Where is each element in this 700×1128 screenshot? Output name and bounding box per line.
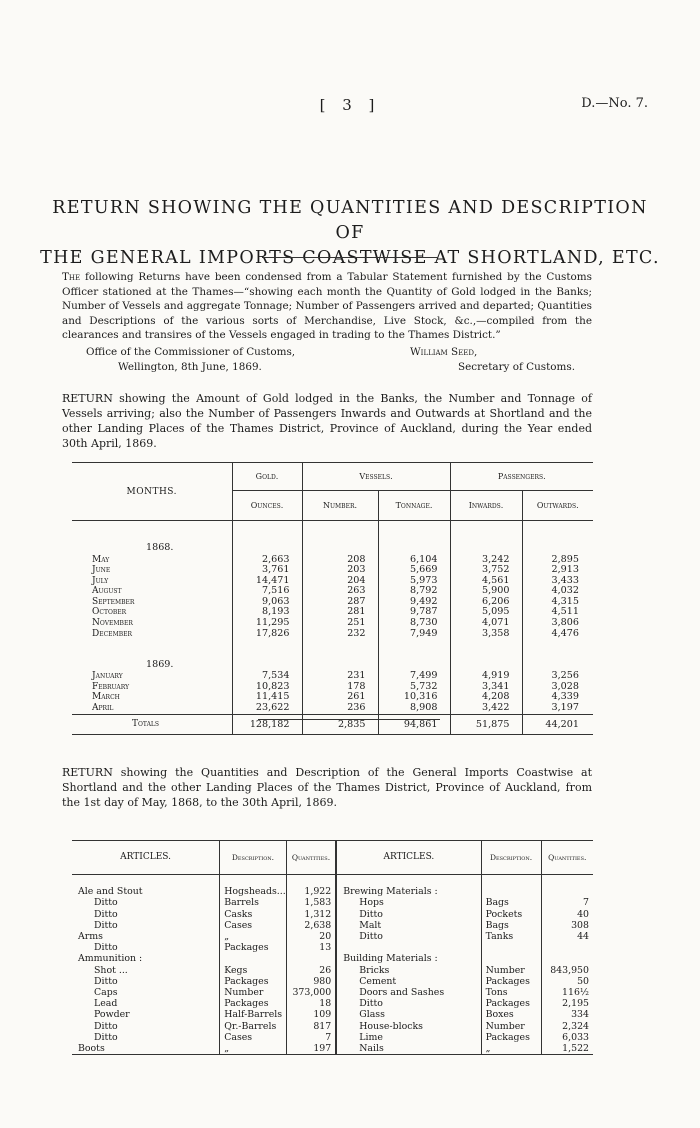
cell-tonnage: 8,730 [378,618,450,629]
article-quantity: 2,324 [562,1020,589,1032]
cell-inwards: 4,071 [450,618,522,629]
cell-ounces: 17,826 [232,629,302,640]
article-quantity: 18 [286,998,336,1009]
article-description: Cases [220,920,287,931]
article-description: „ [481,1043,541,1055]
article-description: Pockets [481,909,541,920]
month-row [72,629,593,640]
cell-tonnage: 7,949 [378,629,450,640]
article-description: Cases [220,1032,287,1043]
article-description: Packages [220,942,287,953]
article-name: Ditto [72,976,220,987]
cell-tonnage: 5,973 [378,576,450,587]
article-description: Packages [481,998,541,1009]
cell-outwards: 4,339 [551,691,579,703]
article-name: House-blocks [336,1021,481,1032]
article-description: Hogsheads... [220,886,287,897]
import-row [72,920,593,931]
return1-heading-lead: RETURN [62,392,113,405]
article-description: Half-Barrels [220,1009,287,1020]
import-row [72,1032,593,1043]
cell-outwards: 4,315 [551,595,579,607]
article-quantity: 373,000 [286,987,336,998]
description-header-right: Description. [481,841,541,875]
article-name: Building Materials : [336,953,481,964]
month-row [72,618,593,629]
month-row [72,586,593,597]
article-name: Cement [336,976,481,987]
article-description: Tanks [481,931,541,942]
tonnage-header: Tonnage. [378,491,450,521]
cell-ounces: 8,193 [232,607,302,618]
cell-tonnage: 5,669 [378,565,450,576]
article-description: Packages [481,1032,541,1043]
outwards-header: Outwards. [522,491,593,521]
article-description: Qr.-Barrels [220,1021,287,1032]
cell-outwards: 3,197 [551,702,579,714]
article-description: Packages [220,976,287,987]
return1-heading [62,391,592,451]
import-row [72,1043,593,1055]
article-quantity: 1,312 [286,909,336,920]
import-row [72,897,593,908]
month-name [72,692,232,703]
article-description: „ [220,931,287,942]
year-label: 1868. [72,541,232,555]
cell-ounces: 9,063 [232,597,302,608]
cell-tonnage: 8,792 [378,586,450,597]
article-name: Ale and Stout [72,886,220,897]
cell-tonnage: 6,104 [378,555,450,566]
cell-inwards: 5,900 [450,586,522,597]
month-name [72,586,232,597]
month-name [72,618,232,629]
total-ounces: 128,182 [232,714,302,734]
article-quantity: 843,950 [550,964,589,976]
month-row [72,576,593,587]
month-label: April [92,703,114,714]
article-name: Ditto [72,1021,220,1032]
article-description: Casks [220,909,287,920]
month-label: March [92,692,120,703]
import-row [72,886,593,897]
article-quantity: 7 [583,897,589,909]
signer-name: William Seed, [410,346,478,358]
month-label: August [92,586,122,597]
article-name: Ammunition : [72,953,220,964]
article-quantity: 13 [286,942,336,953]
article-quantity: 6,033 [562,1031,589,1043]
cell-inwards: 4,919 [450,671,522,682]
cell-number: 281 [302,607,378,618]
article-description [481,953,541,964]
intro-text: following Returns have been condensed from a Tabular Statement furnished by the Customs Officer stationed at the Thames—“showing each month the Quantity of Gold lodged in the Banks; Number of Vessels and aggregate Tonnage; Number of Passengers arrived and departed; Quantities and Descriptions of the various sorts of Merchandise, Live Stock, &c.,—compiled from the clearances and transires of the Vessels engaged in trading to the Thames District.” [62,271,592,342]
year-row-1868 [72,541,593,555]
total-inwards: 51,875 [450,714,522,734]
article-description: Tons [481,987,541,998]
return1-heading-text: showing the Amount of Gold lodged in the Banks, the Number and Tonnage of Vessels arriving; also the Number of Passengers Inwards and Outwards at Shortland and the other Landing Places of the Thames District, Province of Auckland, during the Year ended 30th April, 1869. [62,392,592,450]
gold-vessels-passengers-table [72,462,593,735]
cell-ounces: 7,516 [232,586,302,597]
article-description [481,942,541,953]
description-header-left: Description. [220,841,287,875]
import-row [72,987,593,998]
article-name: Hops [336,897,481,908]
cell-tonnage: 9,492 [378,597,450,608]
cell-number: 236 [302,703,378,714]
article-quantity: 40 [577,908,589,920]
cell-ounces: 14,471 [232,576,302,587]
article-description: Barrels [220,897,287,908]
month-row [72,682,593,693]
return2-heading [62,765,592,810]
article-description: Bags [481,920,541,931]
articles-header-right: ARTICLES. [336,841,481,875]
cell-ounces: 11,295 [232,618,302,629]
month-name [72,703,232,714]
article-name: Ditto [72,909,220,920]
cell-number: 251 [302,618,378,629]
cell-number: 208 [302,555,378,566]
article-name: Bricks [336,965,481,976]
article-quantity: 1,522 [541,1043,593,1055]
inwards-header: Inwards. [450,491,522,521]
article-name: Ditto [336,931,481,942]
cell-inwards: 3,341 [450,682,522,693]
article-description: Kegs [220,965,287,976]
totals-row [72,714,593,734]
totals-label: Totals [72,714,232,734]
article-quantity [541,953,593,964]
month-name [72,607,232,618]
import-row [72,976,593,987]
month-label: October [92,607,127,618]
article-name: Caps [72,987,220,998]
month-row [72,703,593,714]
article-description: Packages [220,998,287,1009]
article-quantity: 817 [286,1021,336,1032]
gold-header: Gold. [232,463,302,491]
cell-outwards: 3,806 [551,617,579,629]
month-row [72,555,593,566]
month-label: July [92,575,109,586]
import-row [72,953,593,964]
month-row [72,692,593,703]
article-name: Ditto [72,1032,220,1043]
title-line-2: THE GENERAL IMPORTS COASTWISE AT SHORTLAND, ETC. [40,248,660,268]
article-name [336,942,481,953]
article-description: Packages [481,976,541,987]
article-quantity [541,886,593,897]
cell-outwards: 3,256 [551,670,579,682]
month-label: November [92,618,133,629]
article-description: „ [220,1043,287,1055]
cell-number: 178 [302,682,378,693]
article-description: Boxes [481,1009,541,1020]
article-name: Powder [72,1009,220,1020]
cell-number: 263 [302,586,378,597]
month-name [72,555,232,566]
return2-heading-lead: RETURN [62,766,113,779]
cell-tonnage: 7,499 [378,671,450,682]
cell-outwards: 4,511 [551,606,579,618]
article-quantity: 20 [286,931,336,942]
article-description: Number [220,987,287,998]
article-quantity: 980 [286,976,336,987]
month-row [72,565,593,576]
cell-inwards: 3,752 [450,565,522,576]
total-outwards: 44,201 [522,714,593,734]
cell-inwards: 5,095 [450,607,522,618]
cell-outwards: 2,895 [551,553,579,565]
cell-tonnage: 9,787 [378,607,450,618]
article-name: Glass [336,1009,481,1020]
article-name: Malt [336,920,481,931]
month-label: June [92,565,111,576]
import-row [72,965,593,976]
import-row [72,931,593,942]
intro-paragraph [62,270,592,343]
import-row [72,1009,593,1020]
cell-number: 231 [302,671,378,682]
cell-number: 232 [302,629,378,640]
cell-inwards: 3,358 [450,629,522,640]
cell-number: 261 [302,692,378,703]
cell-ounces: 7,534 [232,671,302,682]
document-reference: D.—No. 7. [581,96,648,111]
article-quantity: 308 [571,919,589,931]
month-name [72,671,232,682]
cell-number: 204 [302,576,378,587]
cell-outwards: 4,032 [551,585,579,597]
month-row [72,597,593,608]
article-quantity: 44 [577,931,589,942]
general-imports-table [72,840,593,1055]
article-description: Number [481,1021,541,1032]
cell-tonnage: 5,732 [378,682,450,693]
page-number: [ 3 ] [319,96,381,114]
article-quantity: 116½ [562,987,589,999]
document-title [40,196,660,271]
article-quantity: 109 [286,1009,336,1020]
article-quantity [286,953,336,964]
month-row [72,671,593,682]
article-name: Ditto [336,909,481,920]
import-row [72,1021,593,1032]
month-name [72,576,232,587]
article-quantity: 7 [286,1032,336,1043]
total-number: 2,835 [302,714,378,734]
year-row-1869 [72,657,593,671]
ounces-header: Ounces. [232,491,302,521]
article-quantity: 50 [577,975,589,987]
article-name: Doors and Sashes [336,987,481,998]
import-row [72,998,593,1009]
title-line-1: RETURN SHOWING THE QUANTITIES AND DESCRIPTION OF [52,198,648,243]
month-name [72,629,232,640]
cell-ounces: 11,415 [232,692,302,703]
article-quantity: 2,638 [286,920,336,931]
year-label: 1869. [72,657,232,671]
cell-tonnage: 8,908 [378,703,450,714]
month-label: February [92,681,130,692]
cell-outwards: 3,028 [551,680,579,692]
article-quantity: 1,922 [286,886,336,897]
cell-outwards: 4,476 [551,627,579,639]
article-quantity [541,942,593,953]
article-name: Nails [336,1043,481,1055]
months-header: MONTHS. [72,463,232,521]
number-header: Number. [302,491,378,521]
month-label: January [92,671,123,682]
passengers-header: Passengers. [450,463,593,491]
quantities-header-right: Quantities. [541,841,593,875]
cell-number: 203 [302,565,378,576]
quantities-header-left: Quantities. [286,841,336,875]
cell-outwards: 2,913 [551,564,579,576]
cell-inwards: 3,422 [450,703,522,714]
article-description [220,953,287,964]
article-name: Lead [72,998,220,1009]
cell-inwards: 4,561 [450,576,522,587]
article-name: Ditto [336,998,481,1009]
month-name [72,565,232,576]
article-quantity: 2,195 [562,998,589,1010]
return2-heading-text: showing the Quantities and Description of the General Imports Coastwise at Shortland and the other Landing Places of the Thames District, Province of Auckland, from the 1st day of May, 1868, to the 30th April, 1869. [62,766,592,809]
cell-inwards: 6,206 [450,597,522,608]
article-name: Ditto [72,942,220,953]
cell-inwards: 3,242 [450,555,522,566]
article-name: Arms [72,931,220,942]
signer-title: Secretary of Customs. [458,361,576,373]
article-name: Ditto [72,897,220,908]
article-name: Lime [336,1032,481,1043]
spacer-row [72,639,593,657]
article-description [481,886,541,897]
spacer-row [72,521,593,541]
title-divider [262,257,438,258]
article-description: Bags [481,897,541,908]
cell-ounces: 10,823 [232,682,302,693]
article-description: Number [481,965,541,976]
article-quantity: 197 [286,1043,336,1055]
intro-lead-word: The [62,271,81,283]
import-row [72,909,593,920]
article-quantity: 1,583 [286,897,336,908]
month-label: September [92,596,135,607]
cell-ounces: 3,761 [232,565,302,576]
article-name: Shot ... [72,965,220,976]
month-name [72,597,232,608]
cell-number: 287 [302,597,378,608]
article-quantity: 26 [286,965,336,976]
cell-tonnage: 10,316 [378,692,450,703]
article-quantity: 334 [571,1009,589,1021]
article-name: Brewing Materials : [336,886,481,897]
article-name: Boots [72,1043,220,1055]
month-label: December [92,628,133,639]
articles-header-left: ARTICLES. [72,841,220,875]
cell-inwards: 4,208 [450,692,522,703]
cell-ounces: 2,663 [232,555,302,566]
office-line-2: Wellington, 8th June, 1869. [118,361,262,373]
vessels-header: Vessels. [302,463,450,491]
office-line-1: Office of the Commissioner of Customs, [86,346,296,358]
month-name [72,682,232,693]
import-row [72,942,593,953]
total-tonnage: 94,861 [378,714,450,734]
cell-ounces: 23,622 [232,703,302,714]
cell-outwards: 3,433 [551,574,579,586]
section-divider [258,719,440,720]
article-name: Ditto [72,920,220,931]
month-label: May [92,554,110,565]
month-row [72,607,593,618]
